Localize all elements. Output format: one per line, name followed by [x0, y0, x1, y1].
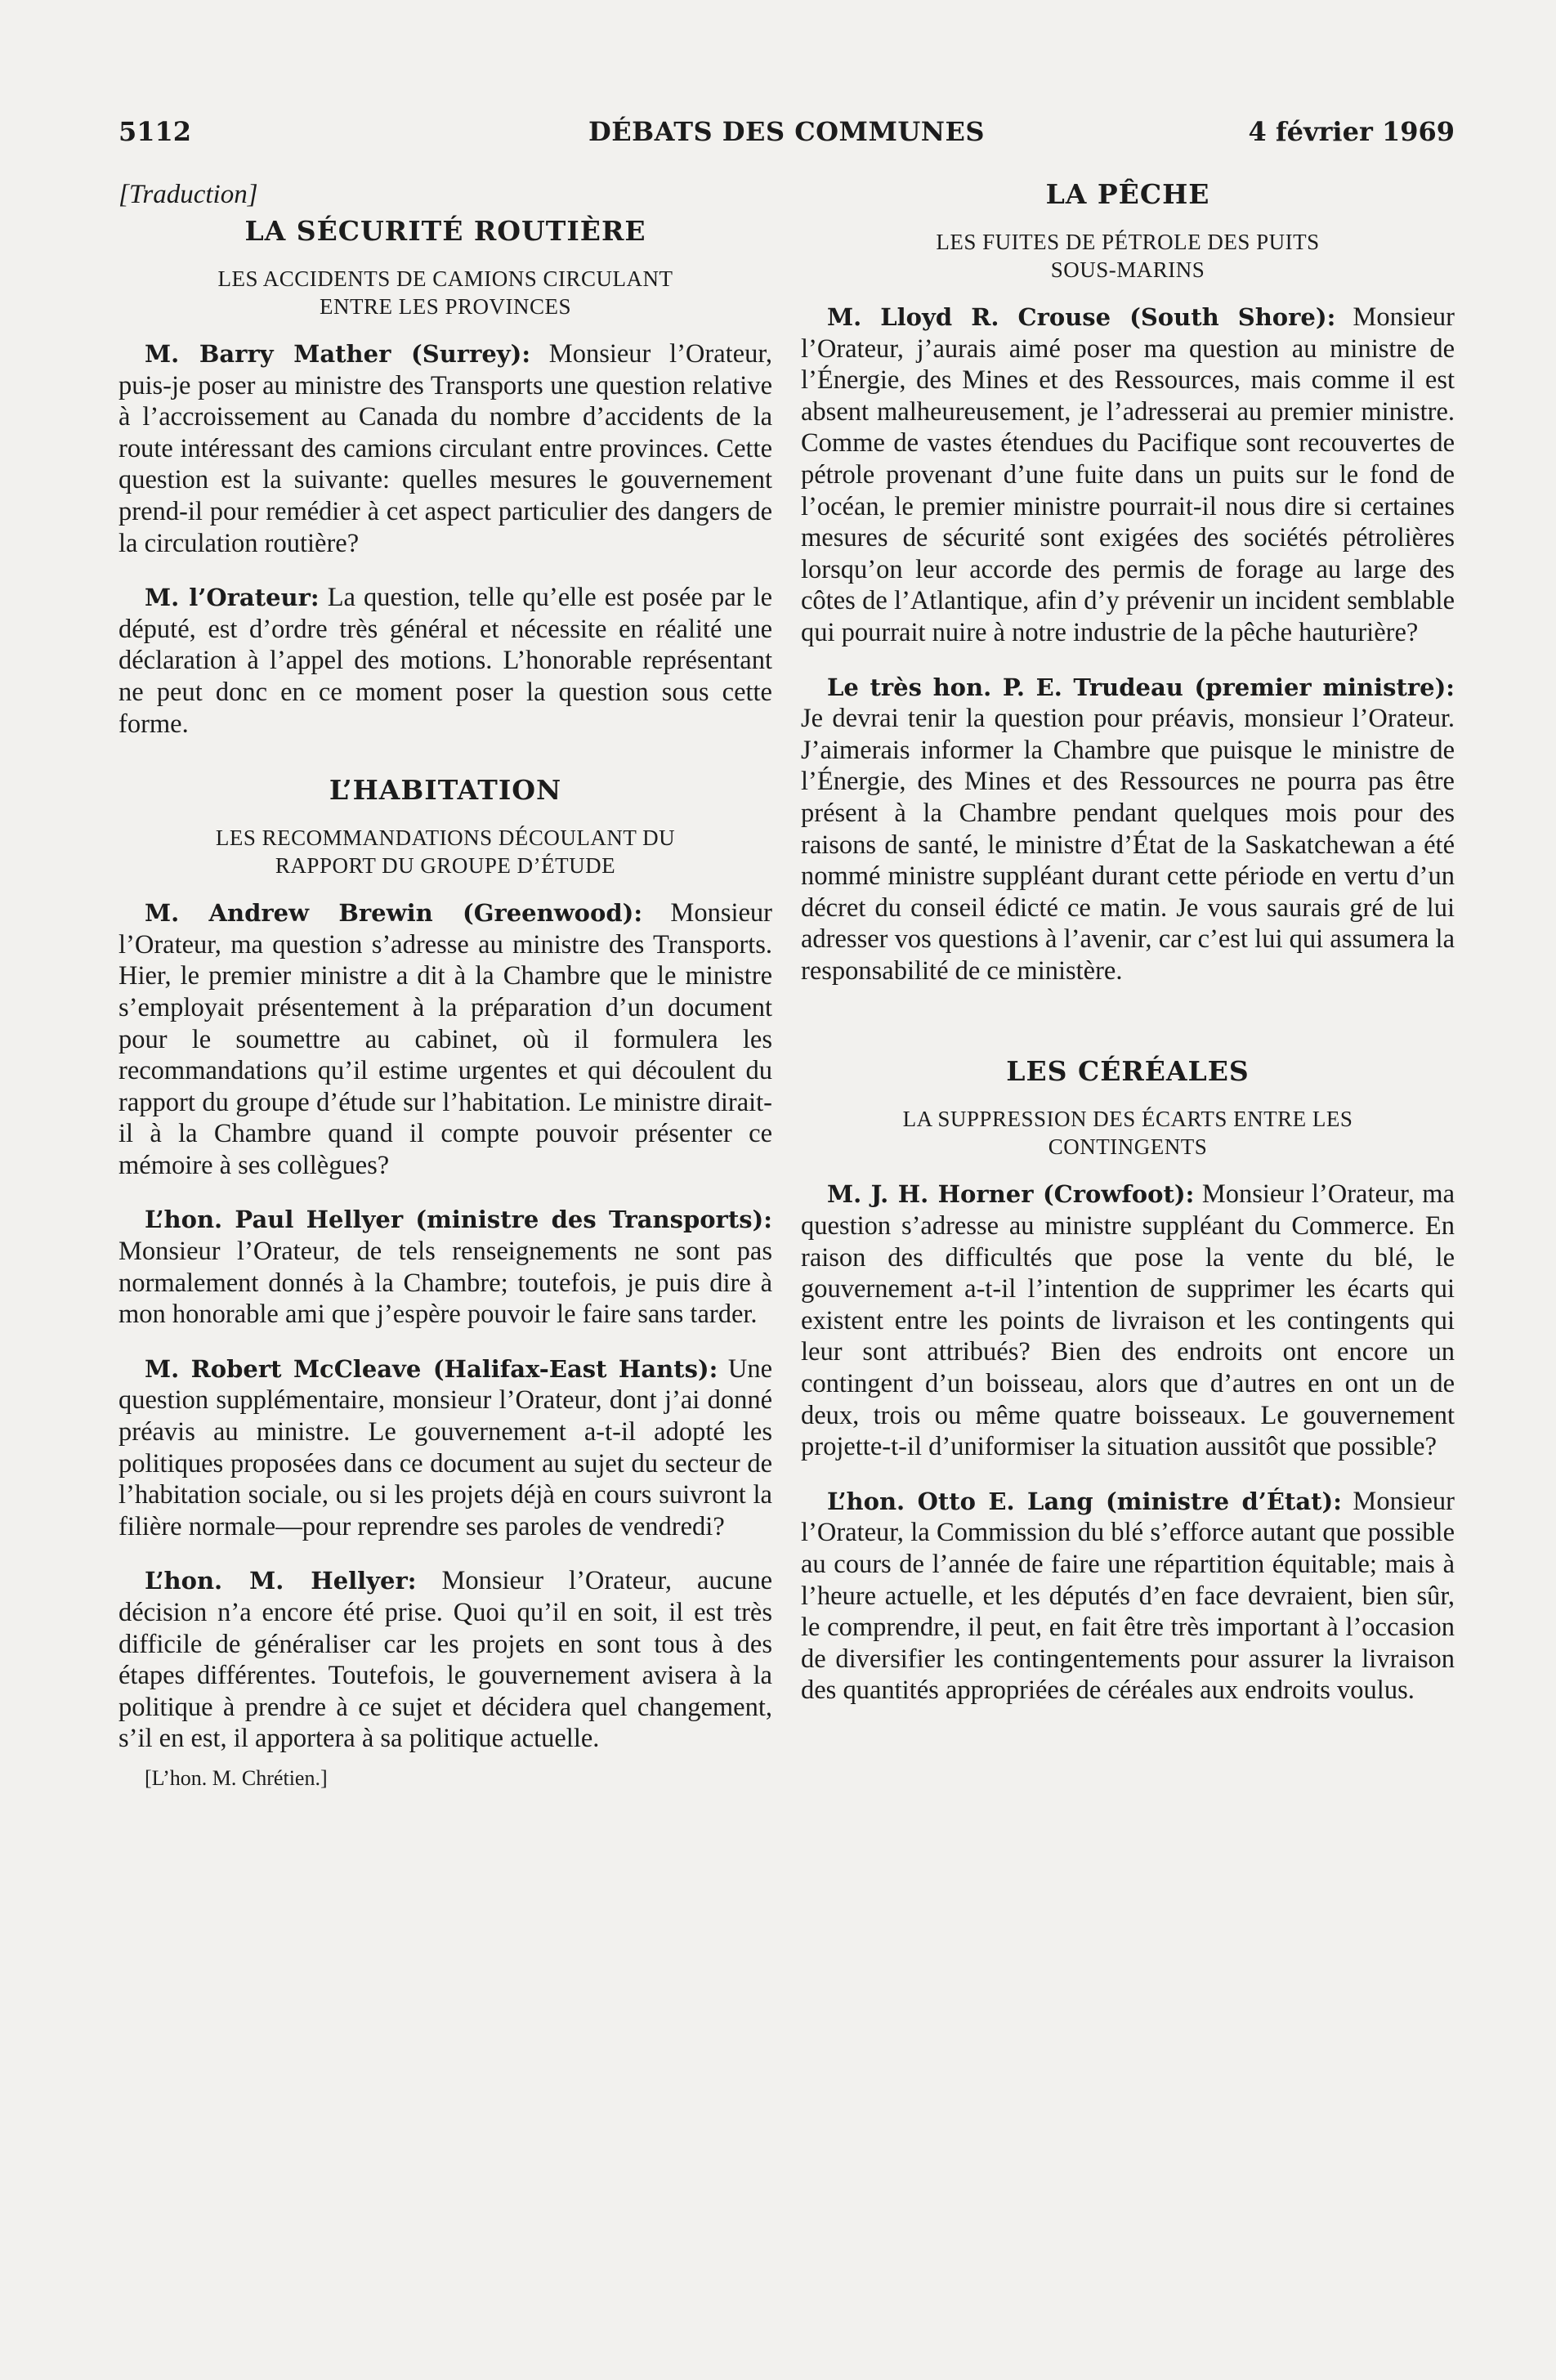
section-subtitle: [118, 265, 772, 320]
speaker-name: M. l’Orateur:: [145, 584, 320, 612]
speech-paragraph: [118, 582, 772, 740]
speaker-name: M. Robert McCleave (Halifax-East Hants):: [145, 1354, 718, 1383]
speaker-note: [L’hon. M. Chrétien.]: [145, 1765, 328, 1790]
speech-paragraph: [801, 1486, 1455, 1707]
speech-paragraph: [801, 1179, 1455, 1462]
speech-text: Monsieur l’Orateur, ma question s’adresse au ministre suppléant du Commerce. En raison des difficultés que pose la vente du blé, le gouvernement a-t-il l’intention de supprimer les écarts qui existent entre les points de livraison et les contingents qui leur sont attribués? Bien des endroits ont encore un contingent d’un boisseau, alors que d’autres en ont un de deux, trois ou même quatre boisseaux. Le gouvernement projette-t-il d’uniformiser la situation aussitôt que possible?: [801, 1179, 1455, 1462]
speaker-name: L’hon. M. Hellyer:: [145, 1567, 417, 1595]
speech-text: Monsieur l’Orateur, j’aurais aimé poser ma question au ministre de l’Énergie, des Mines et des Ressources, mais comme il est absent malheureusement, je l’adresserai au premier ministre. Comme de vastes étendues du Pacifique sont recouvertes de pétrole provenant d’une fuite dans un puits sur le fond de l’océan, le premier ministre pourrait-il nous dire si certaines mesures de sécurité sont exigées des sociétés pétrolières lorsqu’on leur accorde des permis de forage au large des côtes de l’Atlantique, afin d’y prévenir un incident semblable qui pourrait nuire à notre industrie de la pêche hauturière?: [801, 302, 1455, 647]
speaker-name: M. Lloyd R. Crouse (South Shore):: [827, 303, 1336, 331]
speech-text: Monsieur l’Orateur, aucune décision n’a encore été prise. Quoi qu’il en soit, il est très difficile de généraliser car les projets en sont tous à des étapes différentes. Toutefois, le gouvernement avisera à la politique à prendre à ce sujet et décidera quel changement, s’il en est, il apportera à sa politique actuelle.: [118, 1566, 773, 1754]
speaker-name: L’hon. Otto E. Lang (ministre d’État):: [827, 1487, 1342, 1515]
section-title-cereales: LES CÉRÉALES: [1006, 1055, 1250, 1088]
running-header: [118, 116, 1455, 154]
section-subtitle: [118, 824, 772, 879]
subtitle-line: RAPPORT DU GROUPE D’ÉTUDE: [275, 853, 616, 879]
speech-text: Monsieur l’Orateur, la Commission du blé s’efforce autant que possible au cours de l’année de faire une répartition équitable; mais à l’heure actuelle, et les députés d’en face devraient, bien sûr, le comprendre, il peut, en fait être très important à l’occasion de diversifier les contingentements pour assurer la livraison des quantités appropriées de céréales aux endroits voulus.: [801, 1486, 1455, 1706]
speech-text: Monsieur l’Orateur, puis-je poser au ministre des Transports une question relative à l’accroissement au Canada du nombre d’accidents de la route intéressant des camions circulant entre provinces. Cette question est la suivante: quelles mesures le gouvernement prend-il pour remédier à cet aspect particulier des dangers de la circulation routière?: [118, 339, 772, 558]
subtitle-line: CONTINGENTS: [1048, 1134, 1208, 1160]
section-subtitle: [801, 228, 1455, 284]
speech-paragraph: [801, 672, 1455, 987]
page-number: 5112: [118, 116, 192, 147]
section-title-peche: LA PÊCHE: [1045, 178, 1210, 210]
speech-paragraph: [118, 1353, 772, 1543]
section-title-securite-routiere: LA SÉCURITÉ ROUTIÈRE: [244, 215, 646, 247]
issue-date: 4 février 1969: [1248, 116, 1455, 147]
speech-text: Monsieur l’Orateur, de tels renseignements ne sont pas normalement donnés à la Chambre; toutefois, je puis dire à mon honorable ami que j’espère pouvoir le faire sans tarder.: [118, 1237, 772, 1330]
speech-text: Monsieur l’Orateur, ma question s’adresse au ministre des Transports. Hier, le premier ministre a dit à la Chambre que le ministre s’employait présentement à la préparation d’un document pour le soumettre au cabinet, où il formulera les recommandations qu’il estime urgentes et qui découlent du rapport du groupe d’étude sur l’habitation. Le ministre dirait-il à la Chambre quand il compte pouvoir présenter ce mémoire à ses collègues?: [118, 898, 772, 1180]
speech-text: La question, telle qu’elle est posée par le député, est d’ordre très général et nécessite en réalité une déclaration à l’appel des motions. L’honorable représentant ne peut donc en ce moment poser la question sous cette forme.: [118, 583, 772, 739]
speech-text: Une question supplémentaire, monsieur l’Orateur, dont j’ai donné préavis au ministre. Le gouvernement a-t-il adopté les politiques proposées dans ce document au sujet du secteur de l’habitation sociale, ou si les projets déjà en cours suivront la filière normale—pour reprendre ses paroles de vendredi?: [118, 1353, 772, 1541]
journal-title: DÉBATS DES COMMUNES: [588, 116, 986, 147]
left-column: [118, 178, 772, 1791]
speaker-name: Le très hon. P. E. Trudeau (premier ministre):: [827, 673, 1455, 701]
subtitle-line: LES FUITES DE PÉTROLE DES PUITS: [936, 230, 1320, 254]
speech-paragraph: [118, 338, 772, 559]
speaker-name: M. J. H. Horner (Crowfoot):: [827, 1180, 1195, 1209]
subtitle-line: SOUS-MARINS: [1050, 257, 1205, 282]
subtitle-line: ENTRE LES PROVINCES: [319, 294, 572, 319]
speech-paragraph: [118, 1204, 772, 1330]
speaker-name: L’hon. Paul Hellyer (ministre des Transports):: [145, 1206, 772, 1234]
subtitle-line: LA SUPPRESSION DES ÉCARTS ENTRE LES: [902, 1107, 1353, 1132]
section-title-habitation: L’HABITATION: [329, 774, 562, 807]
subtitle-line: LES RECOMMANDATIONS DÉCOULANT DU: [215, 825, 676, 851]
right-column: [801, 178, 1455, 1729]
speech-text: Je devrai tenir la question pour préavis, monsieur l’Orateur. J’aimerais informer la Chambre que puisque le ministre de l’Énergie, des Mines et des Ressources ne pourra pas être présent à la Chambre pendant quelques mois pour des raisons de santé, le ministre d’État de la Saskatchewan a été nommé ministre suppléant durant cette période en vertu d’un décret du conseil édicté ce matin. Je vous saurais gré de lui adresser vos questions à l’avenir, car c’est lui qui assumera la responsabilité de ce ministère.: [801, 704, 1455, 986]
speech-paragraph: [801, 302, 1455, 649]
speech-paragraph: [118, 897, 772, 1181]
section-subtitle: [801, 1105, 1455, 1161]
speaker-name: M. Barry Mather (Surrey):: [145, 340, 531, 368]
speech-paragraph: [118, 1565, 772, 1755]
speaker-name: M. Andrew Brewin (Greenwood):: [145, 899, 643, 928]
translation-note: [Traduction]: [118, 180, 258, 209]
subtitle-line: LES ACCIDENTS DE CAMIONS CIRCULANT: [217, 266, 673, 291]
